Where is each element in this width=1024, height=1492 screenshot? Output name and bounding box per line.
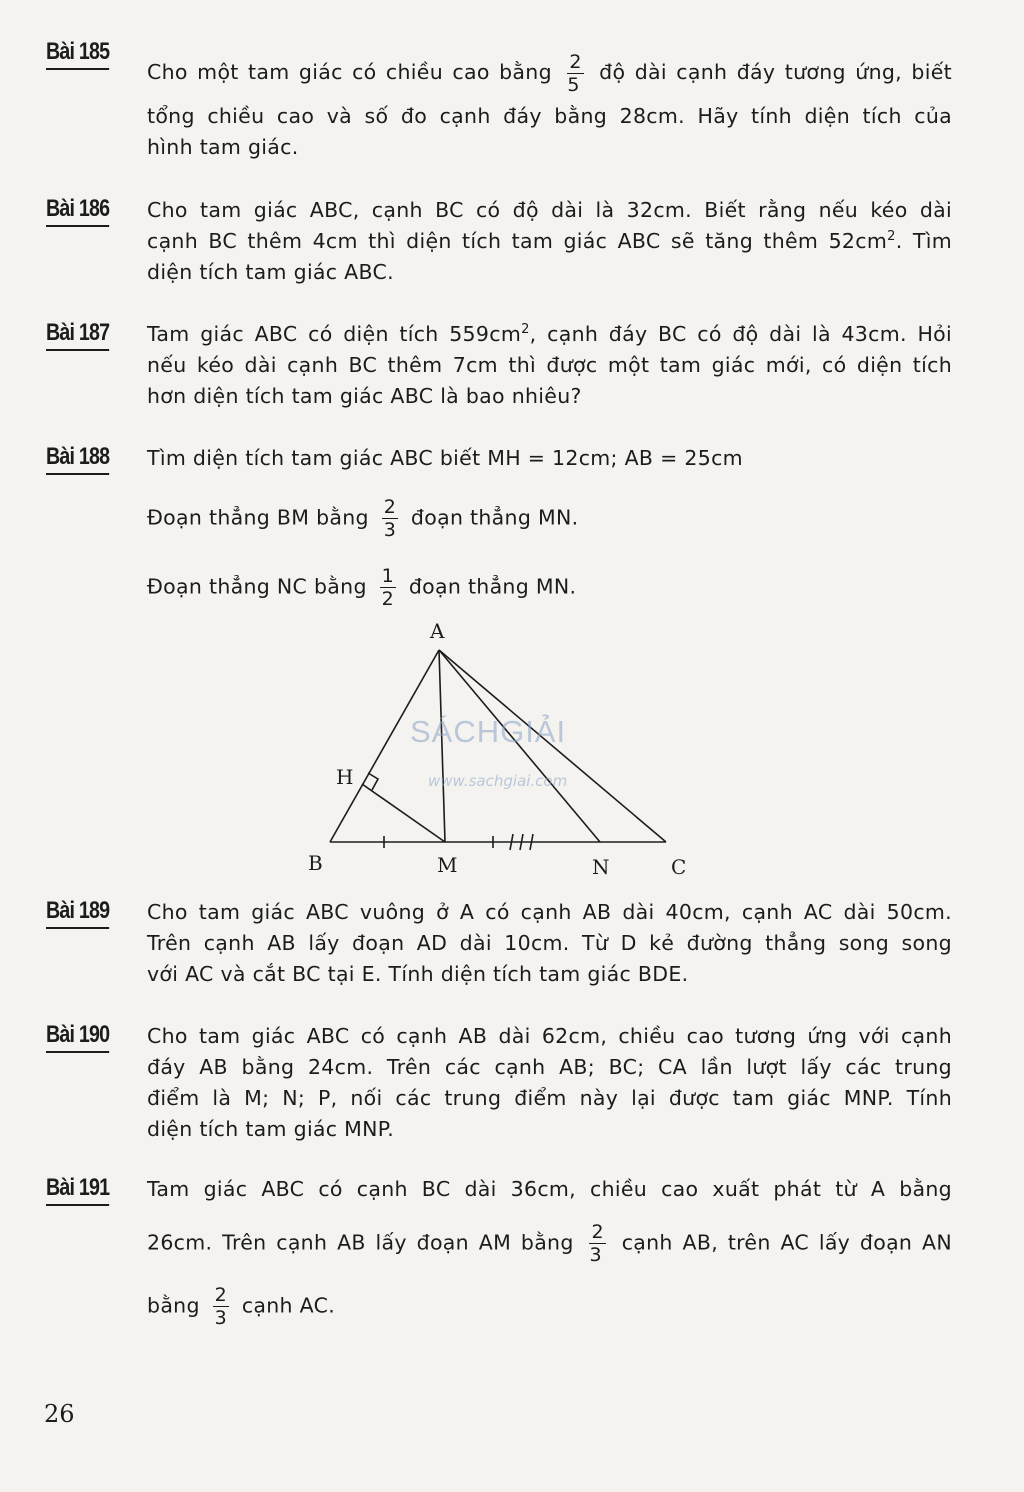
text-line: Cho một tam giác có chiều cao bằng $\frac{2}{5}$ độ dài cạnh đáy tương ứng, biết (147, 50, 952, 96)
text-line: hình tam giác. (147, 135, 299, 159)
point-n-label: N (592, 855, 610, 879)
text-line: 26cm. Trên cạnh AB lấy đoạn AM bằng $\frac{2}{3}$ cạnh AB, trên AC lấy đoạn AN (147, 1221, 952, 1266)
watermark (410, 700, 620, 800)
problem-label: Bài 191 (46, 1174, 109, 1206)
text-line: đáy AB bằng 24cm. Trên các cạnh AB; BC; CA lần lượt lấy các trung (147, 1055, 952, 1079)
problem-text (147, 897, 952, 990)
watermark-url: www.sachgiai.com (428, 772, 568, 790)
point-h-label: H (336, 765, 354, 789)
text-line: Tam giác ABC có diện tích $559cm^2$, cạnh đáy BC có độ dài là 43cm. Hỏi (147, 322, 952, 346)
watermark-brand: SÁCHGIẢI (410, 714, 567, 749)
fraction: $\frac{2}{5}$ (567, 50, 582, 96)
problem-label: Bài 187 (46, 319, 109, 351)
text-line: Cho tam giác ABC có cạnh AB dài 62cm, chiều cao tương ứng với cạnh (147, 1024, 952, 1048)
text-line: cạnh BC thêm 4cm thì diện tích tam giác ABC sẽ tăng thêm $52cm^2$. Tìm (147, 229, 952, 253)
problem-text (147, 443, 952, 610)
problem-label: Bài 188 (46, 443, 109, 475)
text-line: hơn diện tích tam giác ABC là bao nhiêu? (147, 384, 582, 408)
text-line: diện tích tam giác MNP. (147, 1117, 395, 1141)
text-line: Tìm diện tích tam giác ABC biết MH = 12cm; AB = 25cm (147, 446, 743, 470)
fraction: $\frac{2}{3}$ (589, 1221, 604, 1266)
right-angle-mark (368, 773, 378, 790)
text-line: Đoạn thẳng NC bằng $\frac{1}{2}$ đoạn thẳng MN. (147, 565, 577, 610)
problem-label: Bài 185 (46, 38, 109, 70)
text-line: với AC và cắt BC tại E. Tính diện tích tam giác BDE. (147, 962, 689, 986)
problem-text (147, 195, 952, 288)
text-line: diện tích tam giác ABC. (147, 260, 394, 284)
vertex-c-label: C (671, 855, 687, 879)
text-line: điểm là M; N; P, nối các trung điểm này lại được tam giác MNP. Tính (147, 1086, 952, 1110)
problem-text (147, 1174, 952, 1329)
problem-label: Bài 189 (46, 897, 109, 929)
point-m-label: M (437, 853, 458, 877)
vertex-b-label: B (308, 851, 323, 875)
text-line: Cho tam giác ABC, cạnh BC có độ dài là 32cm. Biết rằng nếu kéo dài (147, 198, 952, 222)
page-number: 26 (44, 1400, 75, 1428)
fraction: $\frac{1}{2}$ (381, 565, 394, 610)
problem-label: Bài 186 (46, 195, 109, 227)
text-line: tổng chiều cao và số đo cạnh đáy bằng 28cm. Hãy tính diện tích của (147, 104, 952, 128)
problem-text (147, 319, 952, 412)
text-line: nếu kéo dài cạnh BC thêm 7cm thì được một tam giác mới, có diện tích (147, 353, 952, 377)
text-line: bằng $\frac{2}{3}$ cạnh AC. (147, 1284, 336, 1329)
problem-label: Bài 190 (46, 1021, 109, 1053)
problem-text (147, 1021, 952, 1145)
text-line: Tam giác ABC có cạnh BC dài 36cm, chiều cao xuất phát từ A bằng (147, 1177, 952, 1201)
vertex-a-label: A (430, 619, 445, 643)
fraction: $\frac{2}{3}$ (383, 496, 397, 541)
text-line: Đoạn thẳng BM bằng $\frac{2}{3}$ đoạn thẳng MN. (147, 496, 579, 541)
text-line: Trên cạnh AB lấy đoạn AD dài 10cm. Từ D kẻ đường thẳng song song (147, 931, 952, 955)
problem-text (147, 43, 952, 163)
text-line: Cho tam giác ABC vuông ở A có cạnh AB dài 40cm, cạnh AC dài 50cm. (147, 900, 952, 924)
fraction: $\frac{2}{3}$ (214, 1284, 227, 1329)
